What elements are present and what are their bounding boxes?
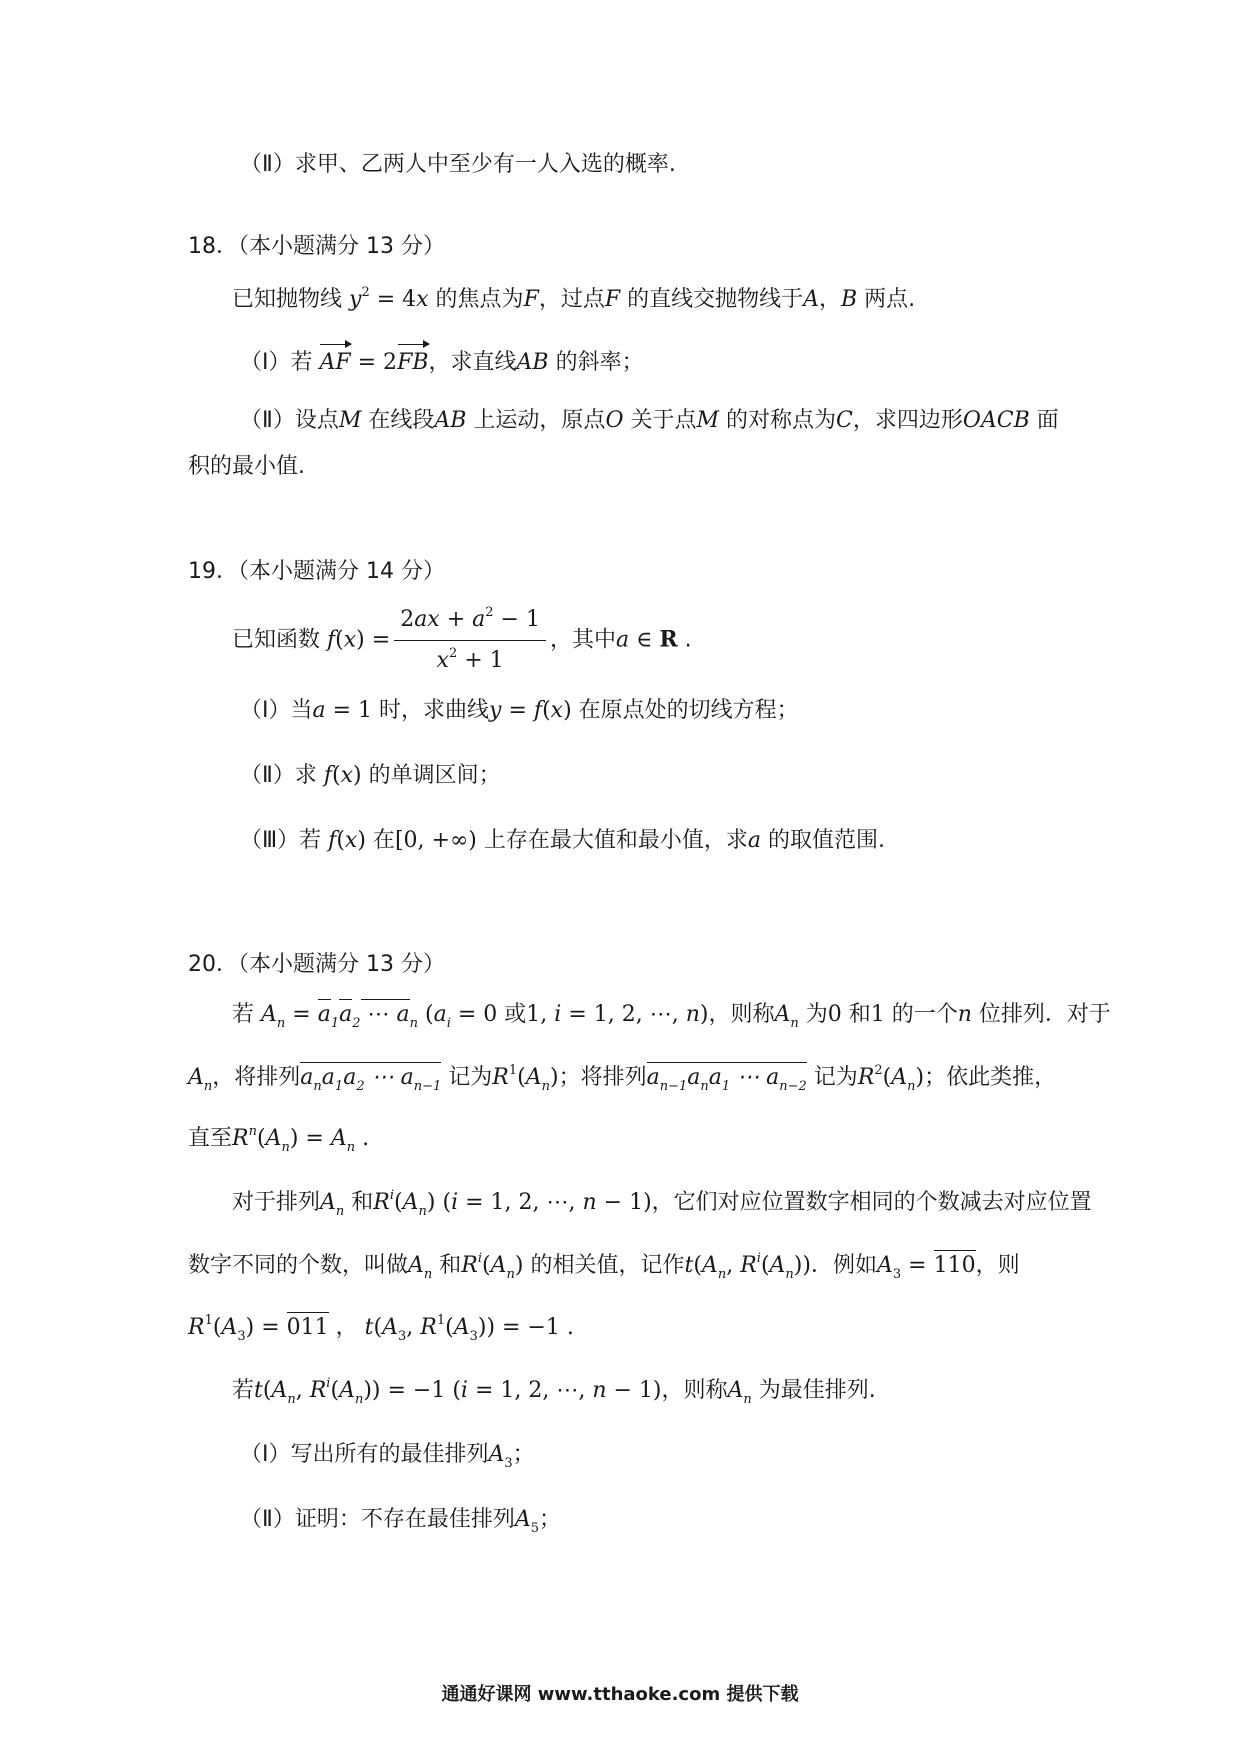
footer-watermark: 通通好课网 www.tthaoke.com 提供下载 (441, 1684, 799, 1705)
q20-line6: $R^1(A_3) = 011$ ， $t(A_3$, $R^1(A_3)) = -1$ . (188, 1312, 574, 1345)
q18-header: 18．（本小题满分 13 分） (188, 234, 445, 259)
q20-line4: 对于排列$A_n$ 和$R^i(A_n) (i = 1$, 2, ⋯, n − 1)，它们对应位置数字相同的个数减去对应位置 (232, 1187, 1092, 1220)
q20-part1: （Ⅰ）写出所有的最佳排列$A_3$； (240, 1442, 535, 1472)
q18-part2-cont: 积的最小值. (188, 454, 305, 479)
q18-part1: （Ⅰ）若 AF = 2FB，求直线AB 的斜率； (240, 348, 644, 378)
q18-part2: （Ⅱ）设点M 在线段AB 上运动，原点O 关于点M 的对称点为C，求四边形OACB 面 (240, 408, 1059, 433)
q19-part3: （Ⅲ）若 f(x) 在[0, +∞) 上存在最大值和最小值，求a 的取值范围. (240, 828, 885, 853)
q20-part2: （Ⅱ）证明：不存在最佳排列$A_5$； (240, 1507, 562, 1537)
q19-header: 19．（本小题满分 14 分） (188, 559, 445, 584)
q20-line7: 若$t(A_n$, $R^i(A_n)) = -1$ (i = 1, 2, ⋯, n − 1)，则称$A_n$ 为最佳排列. (232, 1375, 876, 1408)
q18-stem: 已知抛物线 $y^2 = 4x$ 的焦点为F，过点F 的直线交抛物线于A，B 两点. (232, 284, 916, 312)
q19-stem: 已知函数 f(x) = $\frac{2ax + a^2 - 1}{x^2 + 1}$ ，其中a ∈ R . (232, 604, 692, 673)
q20-line2: $A_n$，将排列$a_na_1a_2$ ⋯ $a_{n-1}$ 记为$R^1(A_n)$；将排列$a_{n-1}a_na_1$ ⋯ $a_{n-2}$ 记为$R^2(A_n)$；依此类推， (188, 1062, 1057, 1095)
q20-header: 20．（本小题满分 13 分） (188, 952, 445, 977)
q17-part2: （Ⅱ）求甲、乙两人中至少有一人入选的概率. (240, 152, 676, 177)
q20-line1: 若 $A_n = a_1a_2$ ⋯ $a_n$ ($a_i = 0$ 或1, i = 1, 2, ⋯, n)，则称$A_n$ 为0 和1 的一个n 位排列．对于 (232, 1000, 1111, 1030)
q20-line5: 数字不同的个数，叫做$A_n$ 和$R^i(A_n)$ 的相关值，记作$t(A_n$, $R^i(A_n)$)．例如$A_3 = 110$，则 (188, 1250, 1020, 1283)
q19-part2: （Ⅱ）求 f(x) 的单调区间； (240, 763, 501, 788)
q20-line3: 直至$R^n(A_n) = A_n$ . (188, 1123, 370, 1156)
q19-part1: （Ⅰ）当a = 1 时，求曲线y = f(x) 在原点处的切线方程； (240, 698, 799, 723)
